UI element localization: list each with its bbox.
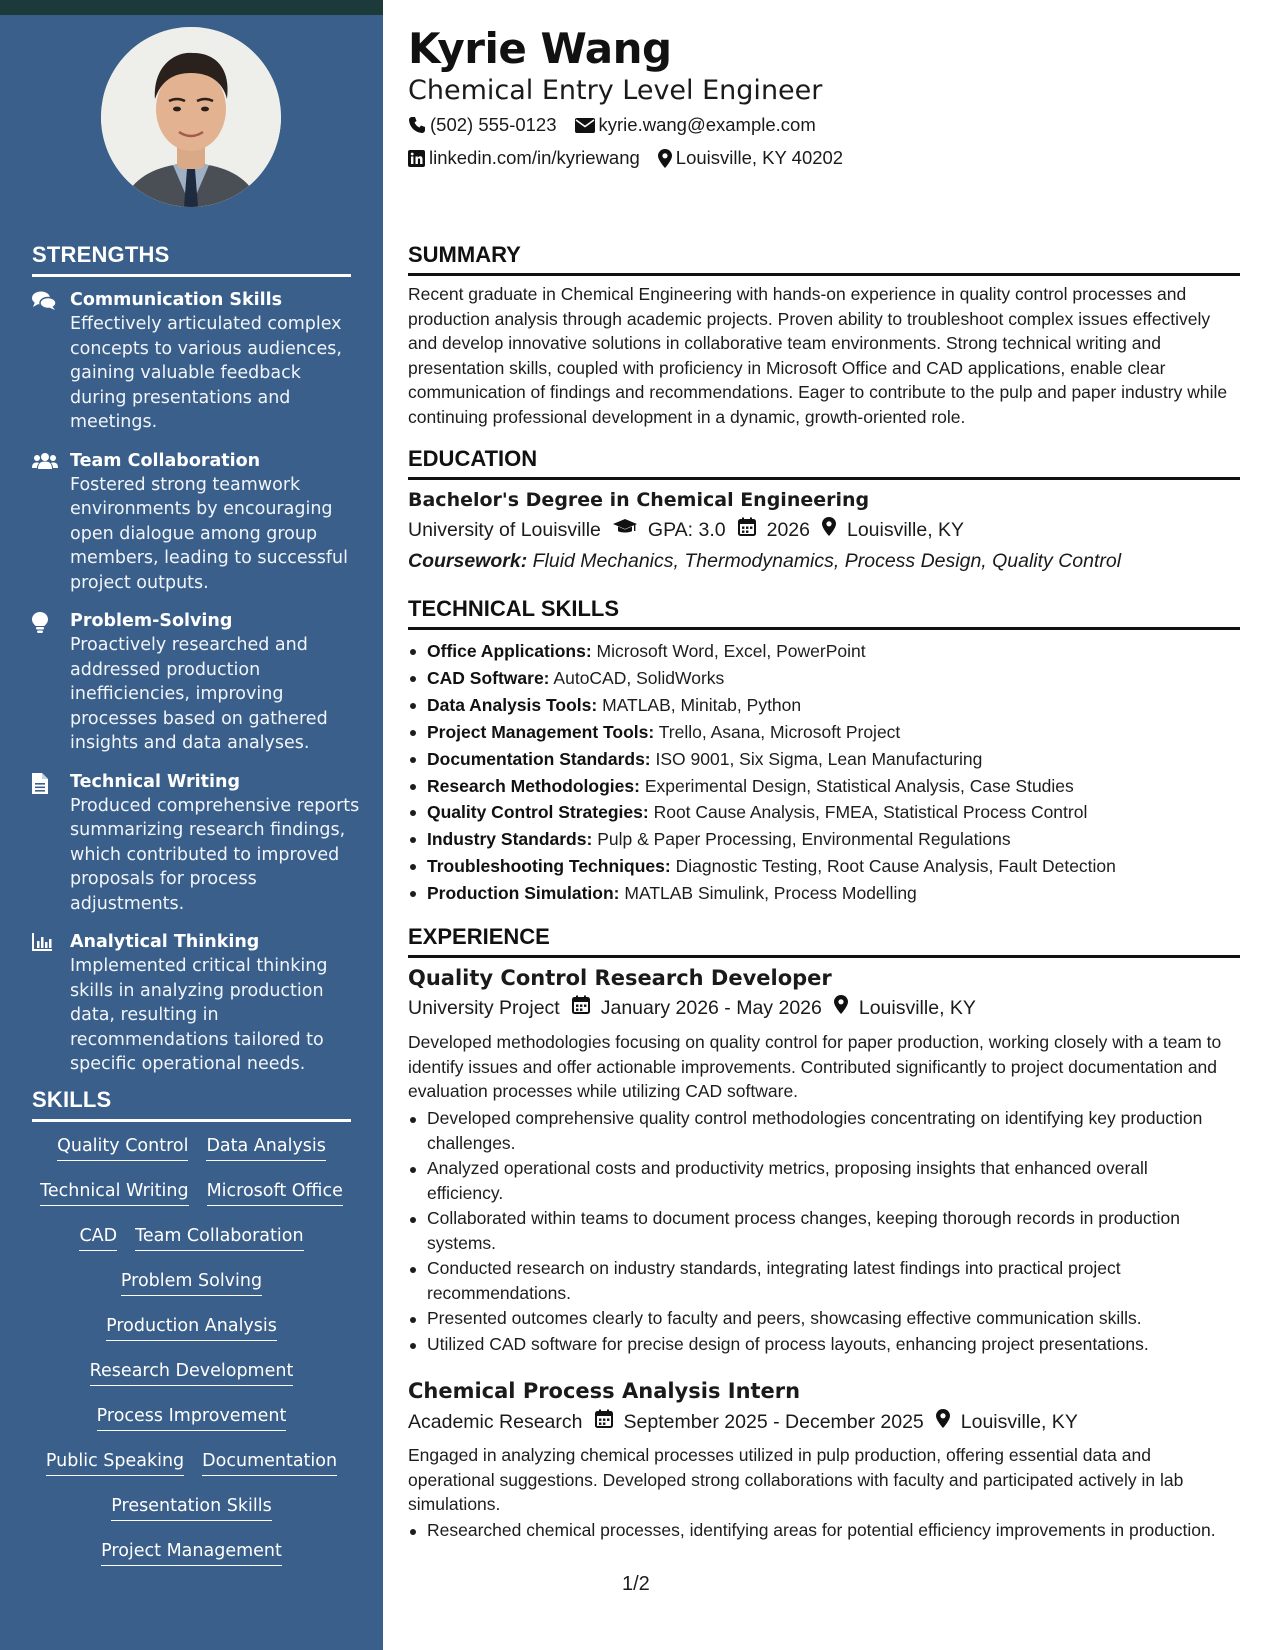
list-item	[408, 638, 1240, 665]
list-item	[408, 853, 1240, 880]
skills-heading: SKILLS	[32, 1087, 351, 1122]
coursework-label: Coursework:	[408, 550, 528, 572]
gpa-text: GPA: 3.0	[647, 519, 726, 541]
skill-category: Office Applications:	[427, 641, 592, 661]
strength-title: Team Collaboration	[70, 450, 261, 471]
location-contact	[658, 147, 843, 169]
phone-text: (502) 555-0123	[430, 114, 557, 135]
coursework-line	[408, 548, 1121, 574]
job-dates: January 2026 - May 2026	[600, 997, 822, 1019]
list-item	[408, 719, 1240, 746]
linkedin-contact[interactable]	[408, 147, 640, 169]
page-number: 1/2	[622, 1573, 650, 1595]
location-text: Louisville, KY 40202	[675, 147, 844, 168]
skill-category: Quality Control Strategies:	[427, 802, 649, 823]
list-item	[408, 826, 1240, 853]
skill-values: MATLAB, Minitab, Python	[602, 694, 802, 715]
list-item	[408, 773, 1240, 800]
strength-description: Implemented critical thinking skills in analyzing production data, resulting in recommendations tailored to specific operational needs.	[70, 956, 328, 1074]
degree-title: Bachelor's Degree in Chemical Engineering	[408, 489, 870, 511]
strength-title: Communication Skills	[70, 290, 283, 310]
skill-tag: Team Collaboration	[135, 1224, 303, 1251]
strength-description: Proactively researched and addressed production inefficiencies, improving processes based on gathered insights and data analyses.	[70, 635, 328, 753]
skill-tag: Microsoft Office	[207, 1179, 343, 1206]
skill-values: Experimental Design, Statistical Analysis, Case Studies	[644, 775, 1074, 796]
skill-tag: CAD	[79, 1224, 117, 1251]
job-description: Developed methodologies focusing on quality control for paper production, working closely with a team to identify issues and offer actionable improvements. Contributed significantly to project documentation and evaluation processes while utilizing CAD software.	[408, 1032, 1222, 1101]
list-item	[408, 692, 1240, 719]
list-item	[408, 880, 1240, 907]
phone-contact[interactable]	[408, 114, 557, 136]
skill-category: Research Methodologies:	[427, 775, 640, 796]
users-icon	[32, 449, 70, 596]
list-item: Utilized CAD software for precise design of process layouts, enhancing project presentations.	[408, 1332, 1228, 1357]
list-item: Conducted research on industry standards, integrating latest findings into practical project recommendations.	[408, 1256, 1228, 1305]
strengths-heading: STRENGTHS	[32, 242, 351, 277]
job-title-headline: Chemical Entry Level Engineer	[408, 75, 823, 106]
skill-values: MATLAB Simulink, Process Modelling	[624, 883, 917, 904]
list-item	[408, 746, 1240, 773]
skill-values: Trello, Asana, Microsoft Project	[658, 721, 901, 742]
school-name: University of Louisville	[408, 519, 601, 541]
job-bullets	[408, 1518, 1228, 1544]
strength-title: Problem-Solving	[70, 611, 233, 631]
technical-skills-heading: TECHNICAL SKILLS	[408, 596, 1240, 630]
profile-photo	[101, 27, 281, 207]
lightbulb-icon	[32, 609, 70, 756]
contact-row	[408, 147, 861, 169]
skill-values: AutoCAD, SolidWorks	[553, 667, 725, 688]
candidate-name: Kyrie Wang	[408, 24, 672, 73]
job-meta	[408, 995, 976, 1021]
linkedin-icon	[408, 150, 429, 167]
list-item: Collaborated within teams to document process changes, keeping thorough records in production systems.	[408, 1206, 1228, 1255]
envelope-icon	[575, 118, 599, 133]
linkedin-text: linkedin.com/in/kyriewang	[429, 147, 640, 168]
skill-tag: Public Speaking	[46, 1449, 184, 1476]
calendar-icon	[738, 517, 756, 543]
education-heading: EDUCATION	[408, 446, 1240, 480]
graduation-year: 2026	[766, 519, 810, 541]
strengths-list	[32, 288, 362, 1091]
calendar-icon	[572, 995, 590, 1021]
list-item: Analyzed operational costs and productivity metrics, proposing insights that enhanced overall efficiency.	[408, 1156, 1228, 1205]
strength-description: Fostered strong teamwork environments by encouraging open dialogue among group members, leading to successful project outputs.	[70, 474, 348, 593]
strength-title: Technical Writing	[70, 771, 241, 792]
skill-category: Project Management Tools:	[427, 721, 655, 742]
skill-values: Diagnostic Testing, Root Cause Analysis, Fault Detection	[675, 856, 1116, 877]
skill-tag: Project Management	[101, 1539, 282, 1566]
bar-chart-icon	[32, 930, 70, 1077]
skill-tag: Documentation	[202, 1449, 337, 1476]
skill-tag: Process Improvement	[97, 1404, 287, 1431]
skill-values: Root Cause Analysis, FMEA, Statistical Process Control	[653, 802, 1088, 823]
skills-list	[32, 1134, 351, 1584]
job-dates: September 2025 - December 2025	[623, 1411, 924, 1433]
map-pin-icon	[936, 1409, 950, 1435]
list-item	[408, 665, 1240, 692]
skill-values: Microsoft Word, Excel, PowerPoint	[596, 641, 866, 661]
email-text: kyrie.wang@example.com	[598, 114, 816, 135]
skill-category: CAD Software:	[427, 667, 550, 688]
summary-text: Recent graduate in Chemical Engineering with hands-on experience in quality control processes and production analysis through academic projects. Proven ability to troubleshoot complex issues effectively and develop innovative solutions in collaborative team environments. Strong technical writing and presentation skills, coupled with proficiency in Microsoft Office and CAD applications, enable clear communication of findings and recommendations. Eager to contribute to the pulp and paper industry while continuing professional development in a dynamic, growth-oriented role.	[408, 284, 1228, 427]
technical-skills-list	[408, 638, 1240, 907]
coursework-list: Fluid Mechanics, Thermodynamics, Process Design, Quality Control	[532, 550, 1122, 572]
list-item: Developed comprehensive quality control methodologies concentrating on identifying key production challenges.	[408, 1106, 1228, 1155]
skill-tag: Data Analysis	[206, 1134, 325, 1161]
summary-heading: SUMMARY	[408, 242, 1240, 276]
skill-tag: Research Development	[90, 1359, 294, 1386]
strength-item	[32, 770, 362, 917]
document-icon	[32, 770, 70, 917]
skill-tag: Presentation Skills	[111, 1494, 271, 1521]
experience-heading: EXPERIENCE	[408, 924, 1240, 958]
job-organization: University Project	[408, 997, 560, 1019]
skill-tag: Quality Control	[57, 1134, 188, 1161]
sidebar	[0, 0, 383, 1650]
job-meta	[408, 1409, 1078, 1435]
job-organization: Academic Research	[408, 1411, 583, 1433]
skill-category: Documentation Standards:	[427, 748, 651, 769]
skill-values: ISO 9001, Six Sigma, Lean Manufacturing	[655, 748, 983, 769]
education-meta	[408, 517, 964, 543]
strength-description: Effectively articulated complex concepts to various audiences, gaining valuable feedback during presentations and meetings.	[70, 314, 342, 432]
skill-tag: Problem Solving	[121, 1269, 262, 1296]
phone-icon	[408, 116, 430, 134]
skill-tag: Technical Writing	[40, 1179, 188, 1206]
list-item	[408, 799, 1240, 826]
skill-category: Industry Standards:	[427, 829, 593, 850]
strength-title: Analytical Thinking	[70, 932, 260, 952]
strength-item	[32, 609, 362, 756]
skill-category: Production Simulation:	[427, 883, 620, 904]
job-location: Louisville, KY	[960, 1411, 1078, 1433]
contact-row	[408, 114, 834, 136]
skill-tag: Production Analysis	[106, 1314, 277, 1341]
graduation-cap-icon	[613, 517, 637, 543]
job-title: Quality Control Research Developer	[408, 966, 832, 990]
map-pin-icon	[822, 517, 836, 543]
list-item: Presented outcomes clearly to faculty and peers, showcasing effective communication skills.	[408, 1306, 1228, 1331]
comments-icon	[32, 288, 70, 435]
strength-item	[32, 288, 362, 435]
calendar-icon	[595, 1409, 613, 1435]
email-contact[interactable]	[575, 114, 816, 136]
skill-category: Troubleshooting Techniques:	[427, 856, 671, 877]
map-pin-icon	[658, 149, 676, 168]
list-item: Researched chemical processes, identifying areas for potential efficiency improvements in production.	[408, 1518, 1228, 1543]
job-bullets	[408, 1106, 1228, 1357]
school-location: Louisville, KY	[846, 519, 965, 541]
job-description: Engaged in analyzing chemical processes utilized in pulp production, offering essential data and operational suggestions. Developed strong collaborations with faculty and participated actively in lab simulations.	[408, 1445, 1184, 1514]
job-location: Louisville, KY	[858, 997, 976, 1019]
skill-category: Data Analysis Tools:	[427, 694, 598, 715]
skill-values: Pulp & Paper Processing, Environmental Regulations	[597, 829, 1011, 850]
strength-item	[32, 449, 362, 596]
strength-description: Produced comprehensive reports summarizing research findings, which contributed to improved proposals for process adjustments.	[70, 795, 360, 914]
map-pin-icon	[834, 995, 848, 1021]
strength-item	[32, 930, 362, 1077]
job-title: Chemical Process Analysis Intern	[408, 1379, 801, 1403]
sidebar-top-bar	[0, 0, 383, 15]
